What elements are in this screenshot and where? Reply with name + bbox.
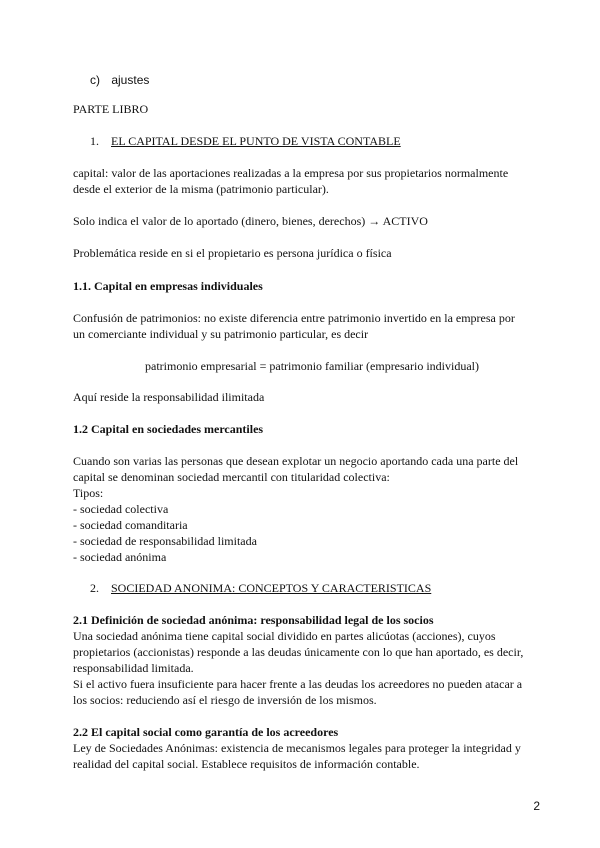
- capital-definition-paragraph: [73, 165, 553, 197]
- paragraph-line: realidad del capital social. Establece requisitos de información contable.: [73, 757, 420, 771]
- paragraph-line: capital: valor de las aportaciones realizadas a la empresa por sus propietarios normalmente: [73, 166, 509, 180]
- paragraph-line: un comerciante individual y su patrimonio particular, es decir: [73, 327, 369, 341]
- list-item-c: [90, 72, 390, 88]
- aqui-reside-paragraph: Aquí reside la responsabilidad ilimitada: [73, 390, 265, 404]
- solo-indica-paragraph: Solo indica el valor de lo aportado (dinero, bienes, derechos) → ACTIVO: [73, 214, 428, 228]
- confusion-paragraph: [73, 310, 553, 342]
- subheading-2-2: 2.2 El capital social como garantía de los acreedores: [73, 725, 339, 739]
- paragraph-line: Una sociedad anónima tiene capital social dividido en partes alicúotas (acciones), cuyos: [73, 629, 496, 643]
- section-number: 1.: [90, 134, 99, 148]
- paragraph-line: Cuando son varias las personas que desean explotar un negocio aportando cada una parte del: [73, 454, 519, 468]
- list-item: - sociedad colectiva: [73, 502, 169, 516]
- list-marker: c): [90, 73, 100, 87]
- section-2-2-block: [73, 724, 553, 772]
- page-number: 2: [533, 799, 540, 813]
- formula-line: patrimonio empresarial = patrimonio familiar (empresario individual): [145, 359, 479, 373]
- section-1-heading: [90, 133, 540, 149]
- section-title: SOCIEDAD ANONIMA: CONCEPTOS Y CARACTERISTICAS: [111, 581, 432, 595]
- paragraph-line: los socios: reduciendo así el riesgo de inversión de los mismos.: [73, 693, 377, 707]
- paragraph-line: Si el activo fuera insuficiente para hacer frente a las deudas los acreedores no pueden atacar a: [73, 677, 523, 691]
- paragraph-line: Confusión de patrimonios: no existe diferencia entre patrimonio invertido en la empresa por: [73, 311, 515, 325]
- paragraph-line: capital se denominan sociedad mercantil con titularidad colectiva:: [73, 470, 390, 484]
- subheading-1-2: 1.2 Capital en sociedades mercantiles: [73, 422, 264, 436]
- section-2-1-block: [73, 612, 553, 708]
- paragraph-line: responsabilidad limitada.: [73, 661, 194, 675]
- list-item: - sociedad comanditaria: [73, 518, 188, 532]
- parte-libro-heading: PARTE LIBRO: [73, 102, 149, 116]
- section-number: 2.: [90, 581, 99, 595]
- subheading-1-1: 1.1. Capital en empresas individuales: [73, 279, 263, 293]
- paragraph-line: propietarios (accionistas) responde a las deudas únicamente con lo que han aportado, es decir,: [73, 645, 524, 659]
- tipos-label: Tipos:: [73, 486, 104, 500]
- paragraph-line: desde el exterior de la misma (patrimonio particular).: [73, 182, 329, 196]
- paragraph-line: Ley de Sociedades Anónimas: existencia de mecanismos legales para proteger la integridad y: [73, 741, 521, 755]
- list-item-text: ajustes: [111, 73, 150, 87]
- list-item: - sociedad anónima: [73, 550, 167, 564]
- section-2-heading: [90, 580, 540, 596]
- problematica-paragraph: Problemática reside en si el propietario es persona jurídica o física: [73, 246, 392, 260]
- section-title: EL CAPITAL DESDE EL PUNTO DE VISTA CONTABLE: [111, 134, 401, 148]
- list-item: - sociedad de responsabilidad limitada: [73, 534, 257, 548]
- cuando-paragraph: [73, 453, 553, 565]
- subheading-2-1: 2.1 Definición de sociedad anónima: responsabilidad legal de los socios: [73, 613, 434, 627]
